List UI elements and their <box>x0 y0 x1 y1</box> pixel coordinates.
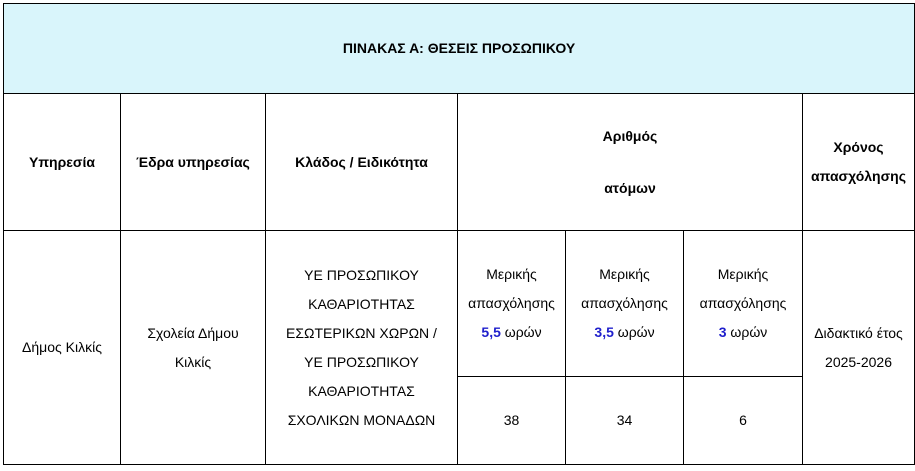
cell-duration-line2: 2025-2026 <box>825 353 892 370</box>
subcol-line1: Μερικής <box>717 266 769 282</box>
cell-duration <box>803 231 915 465</box>
branch-line: ΚΑΘΑΡΙΟΤΗΤΑΣ <box>308 295 415 312</box>
hours-value: 3,5 <box>594 324 614 340</box>
hours-value: 5,5 <box>481 324 501 340</box>
header-duration-line1: Χρόνος <box>833 139 884 155</box>
subcol-line1: Μερικής <box>599 266 650 282</box>
hours-unit: ωρών <box>617 324 655 340</box>
header-count-line1: Αριθμός <box>602 128 658 144</box>
branch-line: ΥΕ ΠΡΟΣΩΠΙΚΟΥ <box>304 353 419 370</box>
header-duration-line2: απασχόλησης <box>811 168 906 184</box>
cell-branch <box>266 231 458 465</box>
hours-value: 3 <box>718 324 727 340</box>
count-value-3: 6 <box>684 377 803 465</box>
subcol-line2: απασχόλησης <box>581 295 668 311</box>
subcol-type-2 <box>566 231 684 377</box>
branch-line: ΕΣΩΤΕΡΙΚΩΝ ΧΩΡΩΝ / <box>286 324 437 341</box>
subcol-hours <box>688 318 798 347</box>
cell-seat-line1: Σχολεία Δήμου <box>147 324 239 341</box>
subcol-type-3 <box>684 231 803 377</box>
header-count <box>458 94 803 231</box>
cell-duration-line1: Διδακτικό έτος <box>814 324 903 341</box>
count-value-2: 34 <box>566 377 684 465</box>
header-duration <box>803 94 915 231</box>
branch-line: ΣΧΟΛΙΚΩΝ ΜΟΝΑΔΩΝ <box>287 411 436 428</box>
hours-unit: ωρών <box>730 324 768 340</box>
branch-line: ΚΑΘΑΡΙΟΤΗΤΑΣ <box>308 382 415 399</box>
branch-line: ΥΕ ΠΡΟΣΩΠΙΚΟΥ <box>304 266 419 283</box>
count-value-1: 38 <box>458 377 566 465</box>
header-count-line2: ατόμων <box>604 180 656 196</box>
personnel-positions-table <box>3 3 915 465</box>
cell-seat-line2: Κιλκίς <box>174 353 212 370</box>
header-service: Υπηρεσία <box>4 94 121 231</box>
subcol-line1: Μερικής <box>486 266 537 282</box>
subcol-type-1 <box>458 231 566 377</box>
hours-unit: ωρών <box>504 324 542 340</box>
table-title: ΠΙΝΑΚΑΣ Α: ΘΕΣΕΙΣ ΠΡΟΣΩΠΙΚΟΥ <box>4 4 915 94</box>
header-branch: Κλάδος / Ειδικότητα <box>266 94 458 231</box>
header-seat: Έδρα υπηρεσίας <box>121 94 266 231</box>
subcol-line2: απασχόλησης <box>699 295 787 311</box>
subcol-hours <box>570 318 679 347</box>
subcol-hours <box>462 318 561 347</box>
cell-service: Δήμος Κιλκίς <box>4 231 121 465</box>
subcol-line2: απασχόλησης <box>468 295 555 311</box>
cell-seat <box>121 231 266 465</box>
